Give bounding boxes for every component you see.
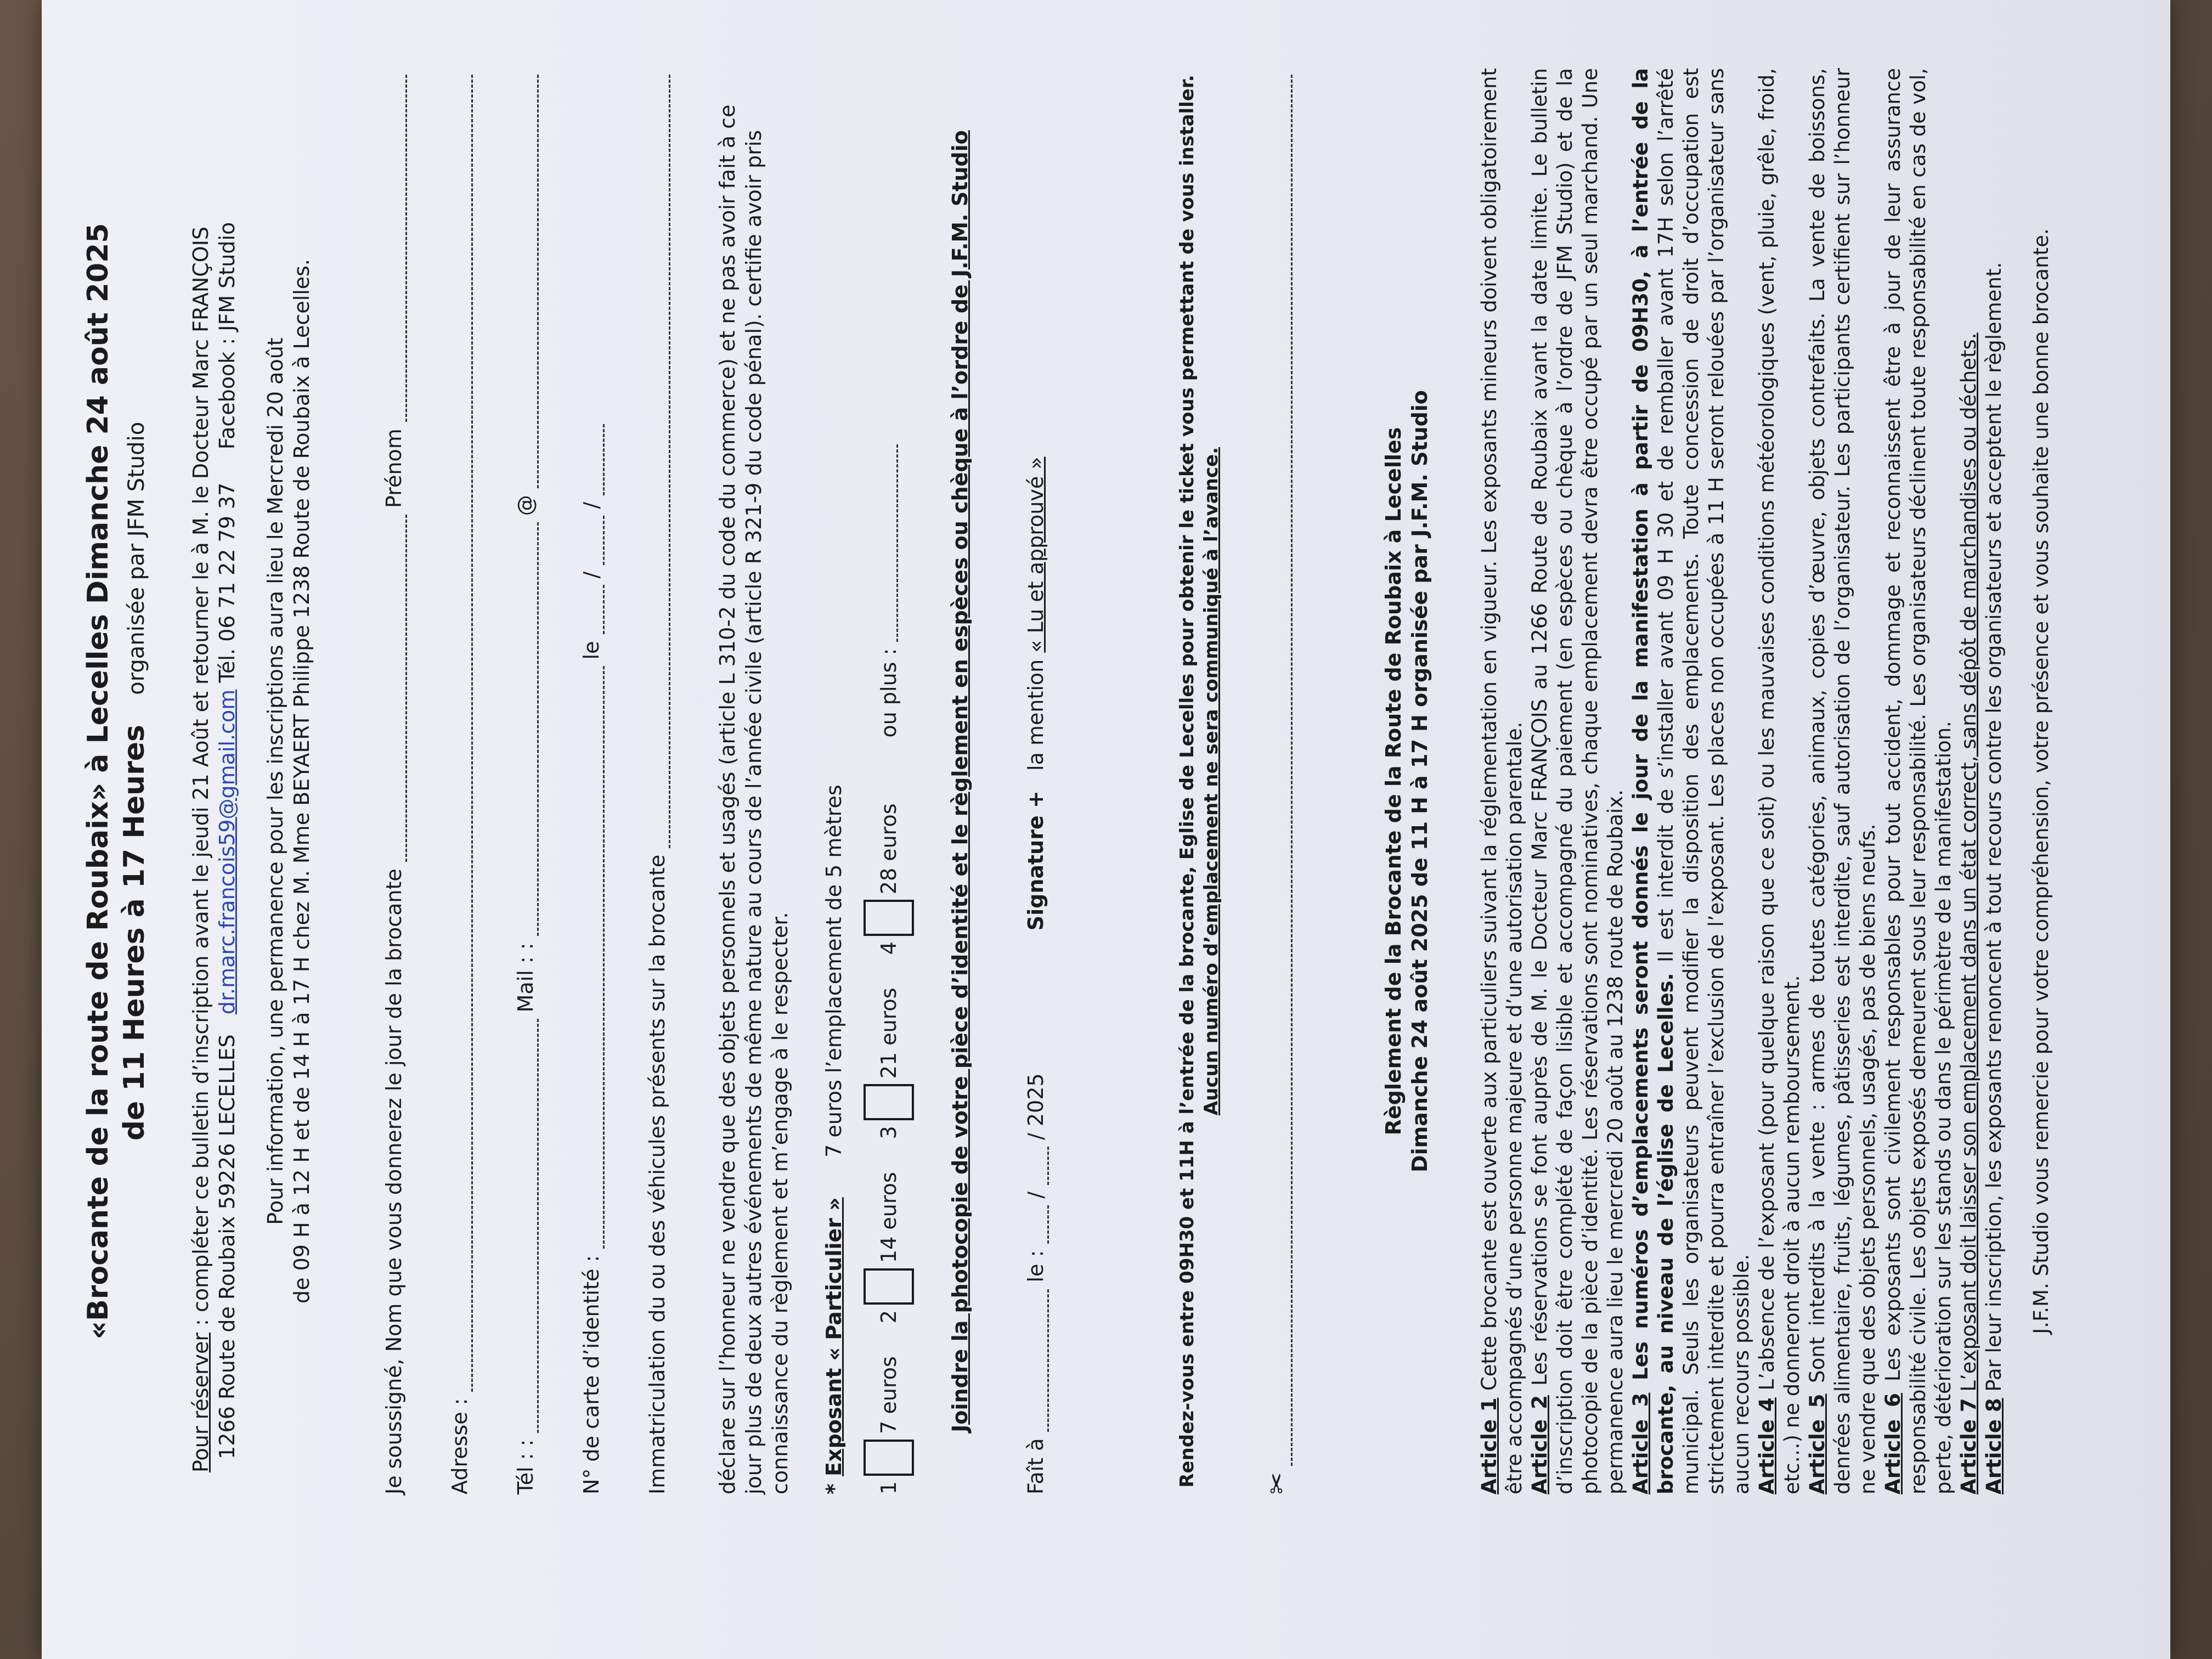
scissors-icon: ✂: [1262, 1472, 1293, 1494]
address-label: Adresse :: [448, 1398, 472, 1494]
id-card-line[interactable]: [586, 666, 605, 1248]
exposant-row: [821, 68, 847, 1494]
article-2: [1527, 68, 1628, 1494]
registration-form: [381, 68, 1049, 1494]
title-line-2: de 11 Heures à 17 Heures: [118, 725, 151, 1141]
id-month-line[interactable]: [586, 516, 605, 565]
article-2-label: Article 2: [1528, 1395, 1551, 1494]
rules-title: [1380, 68, 1433, 1494]
signature-label: Signature +: [1024, 791, 1048, 931]
mention-prefix: la mention: [1024, 659, 1048, 771]
closing-text: J.F.M. Studio vous remercie pour votre compréhension, votre présence et vous souhaite une bonne brocante.: [2029, 228, 2053, 1334]
reservation-address: 1266 Route de Roubaix 59226 LECELLES: [215, 1034, 239, 1459]
phone-line[interactable]: [521, 1019, 539, 1432]
option-3[interactable]: [864, 988, 914, 1139]
date-year: / 2025: [1024, 1073, 1048, 1140]
info-line-2: de 09 H à 12 H et de 14 H à 17 H chez M. Mme BEYAERT Philippe 1238 Route de Roubaix à Lecelles.: [290, 258, 314, 1304]
reservation-phone: Tél. 06 71 22 79 37: [215, 482, 239, 690]
option-2-num: 2: [877, 1310, 901, 1324]
name-label: Je soussigné, Nom que vous donnerez le jour de la brocante: [382, 868, 406, 1494]
phone-label: Tél : :: [514, 1439, 538, 1494]
date-day-line[interactable]: [1031, 1205, 1049, 1244]
firstname-label: Prénom: [382, 428, 406, 508]
cut-dashes: [1274, 75, 1293, 1466]
article-2-text: Les réservations se font auprès de M. le Docteur Marc FRANÇOIS au 1266 Route de Roubaix avant la date limite. Le bulletin d’inscription doit être complété de façon lisible et accompagné du paiement (en espèces ou chèque à l’ordre de JFM Studio) et de la photocopie de la pièce d’identité. Les réservations sont nominatives, chaque emplacement devra être occupé par un seul marchand. Une permanence aura lieu le mercredi 20 août au 1238 route de Roubaix.: [1528, 68, 1627, 1494]
rendezvous-notice: [1175, 68, 1223, 1494]
id-slash-1: /: [579, 571, 603, 579]
reservation-paragraph: [188, 68, 240, 1494]
id-slash-2: /: [579, 501, 603, 509]
contact-field[interactable]: [512, 68, 539, 1494]
article-1-label: Article 1: [1477, 1397, 1501, 1494]
option-1[interactable]: [864, 1356, 914, 1494]
id-card-label: N° de carte d’identité :: [579, 1255, 603, 1494]
id-card-field[interactable]: [578, 68, 605, 1494]
facebook-text: Facebook : JFM Studio: [215, 222, 239, 450]
id-year-line[interactable]: [586, 424, 605, 495]
mail-label: Mail : :: [514, 943, 538, 1013]
article-7-label: Article 7: [1957, 1398, 1980, 1494]
option-3-label: 21 euros: [877, 988, 901, 1079]
email-link[interactable]: dr.marc.francois59@gmail.com: [215, 689, 239, 1015]
title-line-1: «Brocante de la route de Roubaix» à Lecelles Dimanche 24 août 2025: [82, 223, 115, 1340]
article-8-text: Par leur inscription, les exposants renoncent à tout recours contre les organisateurs et acceptent le règlement.: [1982, 262, 2006, 1398]
rendezvous-line-2: Aucun numéro d’emplacement ne sera communiqué à l’avance.: [1200, 447, 1222, 1116]
article-7-underline: L’exposant doit laisser son emplacement dans un état correct, sans dépôt de marchandises ou déchets.: [1957, 332, 1980, 1398]
cut-line: [1262, 68, 1293, 1494]
vehicle-label: Immatriculation du ou des véhicules présents sur la brocante: [645, 854, 669, 1494]
rules-list: [1477, 68, 2054, 1494]
name-field[interactable]: [381, 68, 407, 1494]
option-4-num: 4: [877, 941, 901, 955]
article-3: [1628, 68, 1754, 1494]
mail-line[interactable]: [521, 522, 539, 936]
option-4-label: 28 euros: [877, 803, 901, 895]
option-4[interactable]: [864, 803, 914, 955]
rules-title-line-2: Dimanche 24 août 2025 de 11 H à 17 H organisée par J.F.M. Studio: [1408, 390, 1432, 1172]
article-1-text: Cette brocante est ouverte aux particuliers suivant la réglementation en vigueur. Les exposants mineurs doivent obligatoirement être accompagnés d’une personne majeure et d’une autorisation parentale.: [1477, 67, 1526, 1494]
date-slash: /: [1024, 1191, 1048, 1199]
option-3-num: 3: [877, 1126, 901, 1139]
at-sign: @: [514, 495, 538, 516]
article-6-label: Article 6: [1881, 1393, 1905, 1494]
option-2-label: 14 euros: [877, 1172, 901, 1263]
article-8: [1982, 68, 2007, 1494]
option-1-num: 1: [877, 1481, 901, 1494]
reservation-text: : compléter ce bulletin d’inscription avant le jeudi 21 Août et retourner le à M. le Docteur Marc FRANÇOIS: [189, 226, 213, 1333]
exposant-label: Exposant « Particulier »: [822, 1197, 846, 1476]
option-1-label: 7 euros: [877, 1356, 901, 1434]
id-day-line[interactable]: [586, 585, 605, 634]
article-3-bold: Les numéros d’emplacements seront donnés le jour de la manifestation à partir de 09H30, à l’entrée de la brocante, au niveau de l’église de Lecelles.: [1629, 68, 1678, 1494]
exposant-prefix: *: [822, 1476, 846, 1494]
option-2-checkbox[interactable]: [864, 1268, 914, 1305]
article-4: [1754, 68, 1805, 1494]
address-field[interactable]: [447, 68, 473, 1494]
reservation-label: Pour réserver: [189, 1332, 213, 1472]
article-8-label: Article 8: [1982, 1398, 2006, 1494]
mail-domain-line[interactable]: [521, 75, 539, 488]
option-2[interactable]: [864, 1172, 914, 1323]
organizer-text: organisée par JFM Studio: [124, 421, 149, 695]
more-label: ou plus :: [877, 648, 901, 738]
article-3-text: Il est interdit de s’installer avant 09 H 30 et de remballer avant 17H selon l’arrêté municipal. Seuls les organisateurs peuvent modifier la disposition des emplacements. Toute concession de droit d’occupation est strictement interdite et pourra entraîner l’exclusion de l’exposant. Les places non occupées à 11 H seront relouées par l’organisateur sans aucun recours possible.: [1654, 67, 1753, 1494]
vehicle-line[interactable]: [652, 75, 670, 848]
article-4-text: L’absence de l’exposant (pour quelque raison que ce soit) ou les mauvaises conditions météorologiques (vent, pluie, grêle, froid, etc…) ne donneront droit à aucun remboursement.: [1755, 68, 1804, 1494]
info-paragraph: [262, 68, 315, 1494]
rules-title-line-1: Règlement de la Brocante de la Route de Roubaix à Lecelles: [1381, 427, 1406, 1136]
date-label: le :: [1024, 1250, 1048, 1283]
mention-text: « Lu et approuvé »: [1024, 456, 1048, 653]
article-5: [1805, 68, 1881, 1494]
place-line[interactable]: [1031, 1289, 1049, 1432]
id-date-label: le: [579, 641, 603, 660]
option-3-checkbox[interactable]: [864, 1084, 914, 1120]
article-7: [1956, 68, 1982, 1494]
page-title: [80, 68, 116, 1494]
signature-row: [1023, 68, 1049, 1494]
article-6-text: Les exposants sont civilement responsables pour tout accident, dommage et reconnaissent être à jour de leur assurance responsabilité civile. Les objets exposés demeurent sous leur responsabilité. Les organisateurs déclinent toute responsabilité en cas de vol, perte, détérioration sur les stands ou dans le périmètre de la manifestation.: [1881, 68, 1955, 1494]
article-3-label: Article 3: [1629, 1392, 1652, 1494]
place-label: Faît à: [1024, 1438, 1048, 1494]
article-5-text: Sont interdits à la vente : armes de toutes catégories, animaux, copies d’œuvre, objets contrefaits. La vente de boissons, denrées alimentaire, fruits, légumes, pâtisseries est interdite, sauf autorisation de l’organisateur. Les participants certifient sur l’honneur ne vendre que des objets personnels, usagés, pas de biens neufs.: [1805, 68, 1880, 1494]
article-6: [1881, 68, 1956, 1494]
article-1: [1477, 68, 1527, 1494]
registration-sheet: [42, 0, 2170, 1659]
more-line[interactable]: [880, 444, 898, 642]
address-line[interactable]: [455, 75, 473, 1392]
option-4-checkbox[interactable]: [864, 900, 914, 936]
rendezvous-line-1: Rendez-vous entre 09H30 et 11H à l’entrée de la brocante, Eglise de Lecelles pour obtenir le ticket vous permettant de vous installer.: [1176, 75, 1198, 1488]
title-line-2-row: [116, 68, 155, 1494]
date-month-line[interactable]: [1031, 1147, 1049, 1185]
space-options: [864, 68, 914, 1494]
sheet-content: [80, 68, 2054, 1494]
article-4-label: Article 4: [1755, 1397, 1779, 1494]
declaration-text: déclare sur l’honneur ne vendre que des objets personnels et usagés (article L 310-2 du code du commerce) et ne pas avoir fait à ce jour plus de deux autres événements de même nature au cours de l’année civile (article R 321-9 du code pénal). certifie avoir pris connaissance du règlement et m’engage à le respecter.: [715, 104, 792, 1494]
vehicle-field[interactable]: [644, 68, 670, 1494]
option-1-checkbox[interactable]: [864, 1440, 914, 1476]
info-line-1: Pour information, une permanence pour les inscriptions aura lieu le Mercredi 20 août: [263, 337, 287, 1225]
exposant-price: 7 euros l’emplacement de 5 mètres: [822, 785, 846, 1158]
firstname-line[interactable]: [389, 75, 407, 422]
article-5-label: Article 5: [1805, 1393, 1829, 1494]
attach-instruction: Joindre la photocopie de votre pièce d’identité et le règlement en espèces ou chèque à l’ordre de J.F.M. Studio: [948, 130, 972, 1432]
name-line[interactable]: [389, 515, 407, 862]
